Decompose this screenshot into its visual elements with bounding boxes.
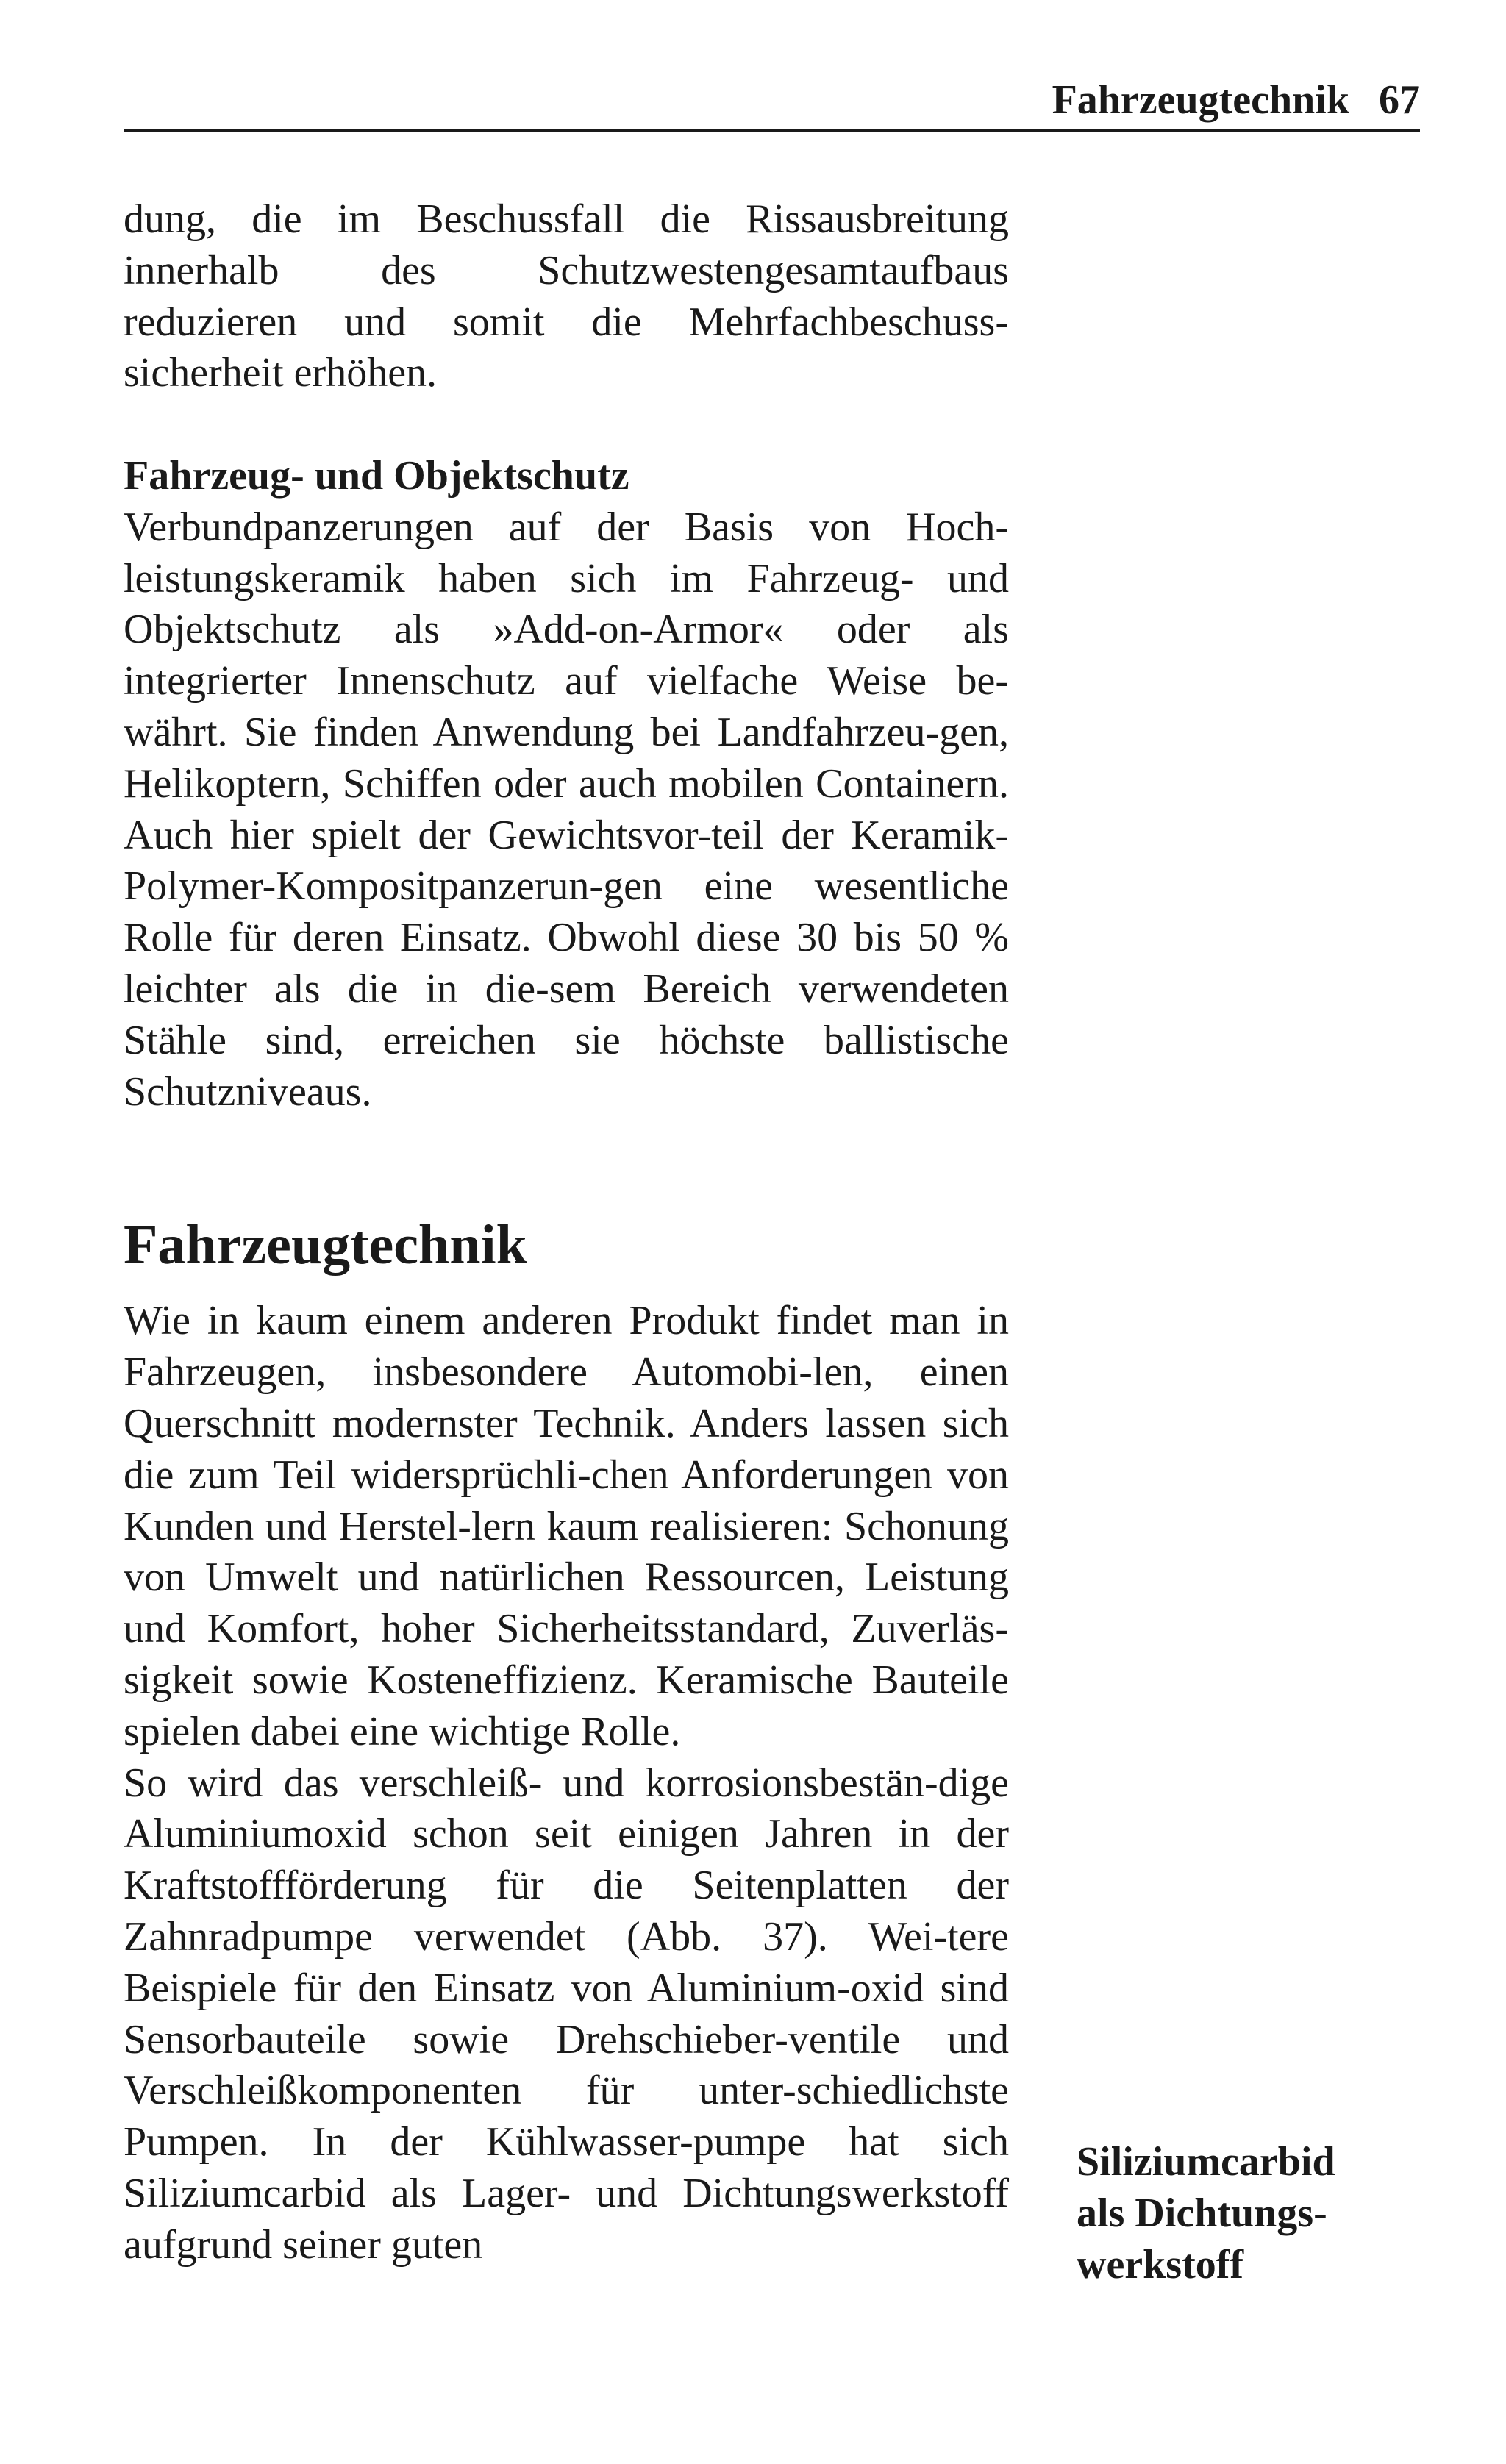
intro-paragraph: dung, die im Beschussfall die Rissausbreitung innerhalb des Schutzwestengesamtaufbaus reduzieren und somit die Mehrfachbeschuss-sicherheit erhöhen. <box>124 196 1009 396</box>
page-number: 67 <box>1379 77 1420 123</box>
main-text-column <box>124 194 1009 2271</box>
running-header <box>124 71 1420 132</box>
header-title: Fahrzeugtechnik <box>1052 77 1349 123</box>
section-paragraph-1: Wie in kaum einem anderen Produkt findet man in Fahrzeugen, insbesondere Automobi-len, einen Querschnitt modernster Technik. Anders lassen sich die zum Teil widersprüchli-chen Anforderungen von Kunden und Herstel-lern kaum realisieren: Schonung von Umwelt und natürlichen Ressourcen, Leistung und Komfort, hoher Sicherheitsstandard, Zuverläs-sigkeit sowie Kosteneffizienz. Keramische Bauteile spielen dabei eine wichtige Rolle. <box>124 1298 1009 1754</box>
subsection-heading: Fahrzeug- und Objektschutz <box>124 452 629 499</box>
section-heading: Fahrzeugtechnik <box>124 1214 527 1276</box>
header-text <box>1052 79 1420 121</box>
section-paragraph-2: So wird das verschleiß- und korrosionsbestän-dige Aluminiumoxid schon seit einigen Jahren in der Kraftstoffförderung für die Seitenplatten der Zahnradpumpe verwendet (Abb. 37). Wei-tere Beispiele für den Einsatz von Aluminium-oxid sind Sensorbauteile sowie Drehschieber-ventile und Verschleißkomponenten für unter-schiedlichste Pumpen. In der Kühlwasser-pumpe hat sich Siliziumcarbid als Lager- und Dichtungswerkstoff aufgrund seiner guten <box>124 1760 1009 2268</box>
subsection-paragraph: Verbundpanzerungen auf der Basis von Hoch-leistungskeramik haben sich im Fahrzeug- und Objektschutz als »Add-on-Armor« oder als integrierter Innenschutz auf vielfache Weise be-währt. Sie finden Anwendung bei Landfahrzeu-gen, Helikoptern, Schiffen oder auch mobilen Containern. Auch hier spielt der Gewichtsvor-teil der Keramik-Polymer-Kompositpanzerun-gen eine wesentliche Rolle für deren Einsatz. Obwohl diese 30 bis 50 % leichter als die in die-sem Bereich verwendeten Stähle sind, erreichen sie höchste ballistische Schutzniveaus. <box>124 504 1009 1115</box>
margin-note: Siliziumcarbid als Dichtungs- werkstoff <box>1077 2139 1335 2288</box>
